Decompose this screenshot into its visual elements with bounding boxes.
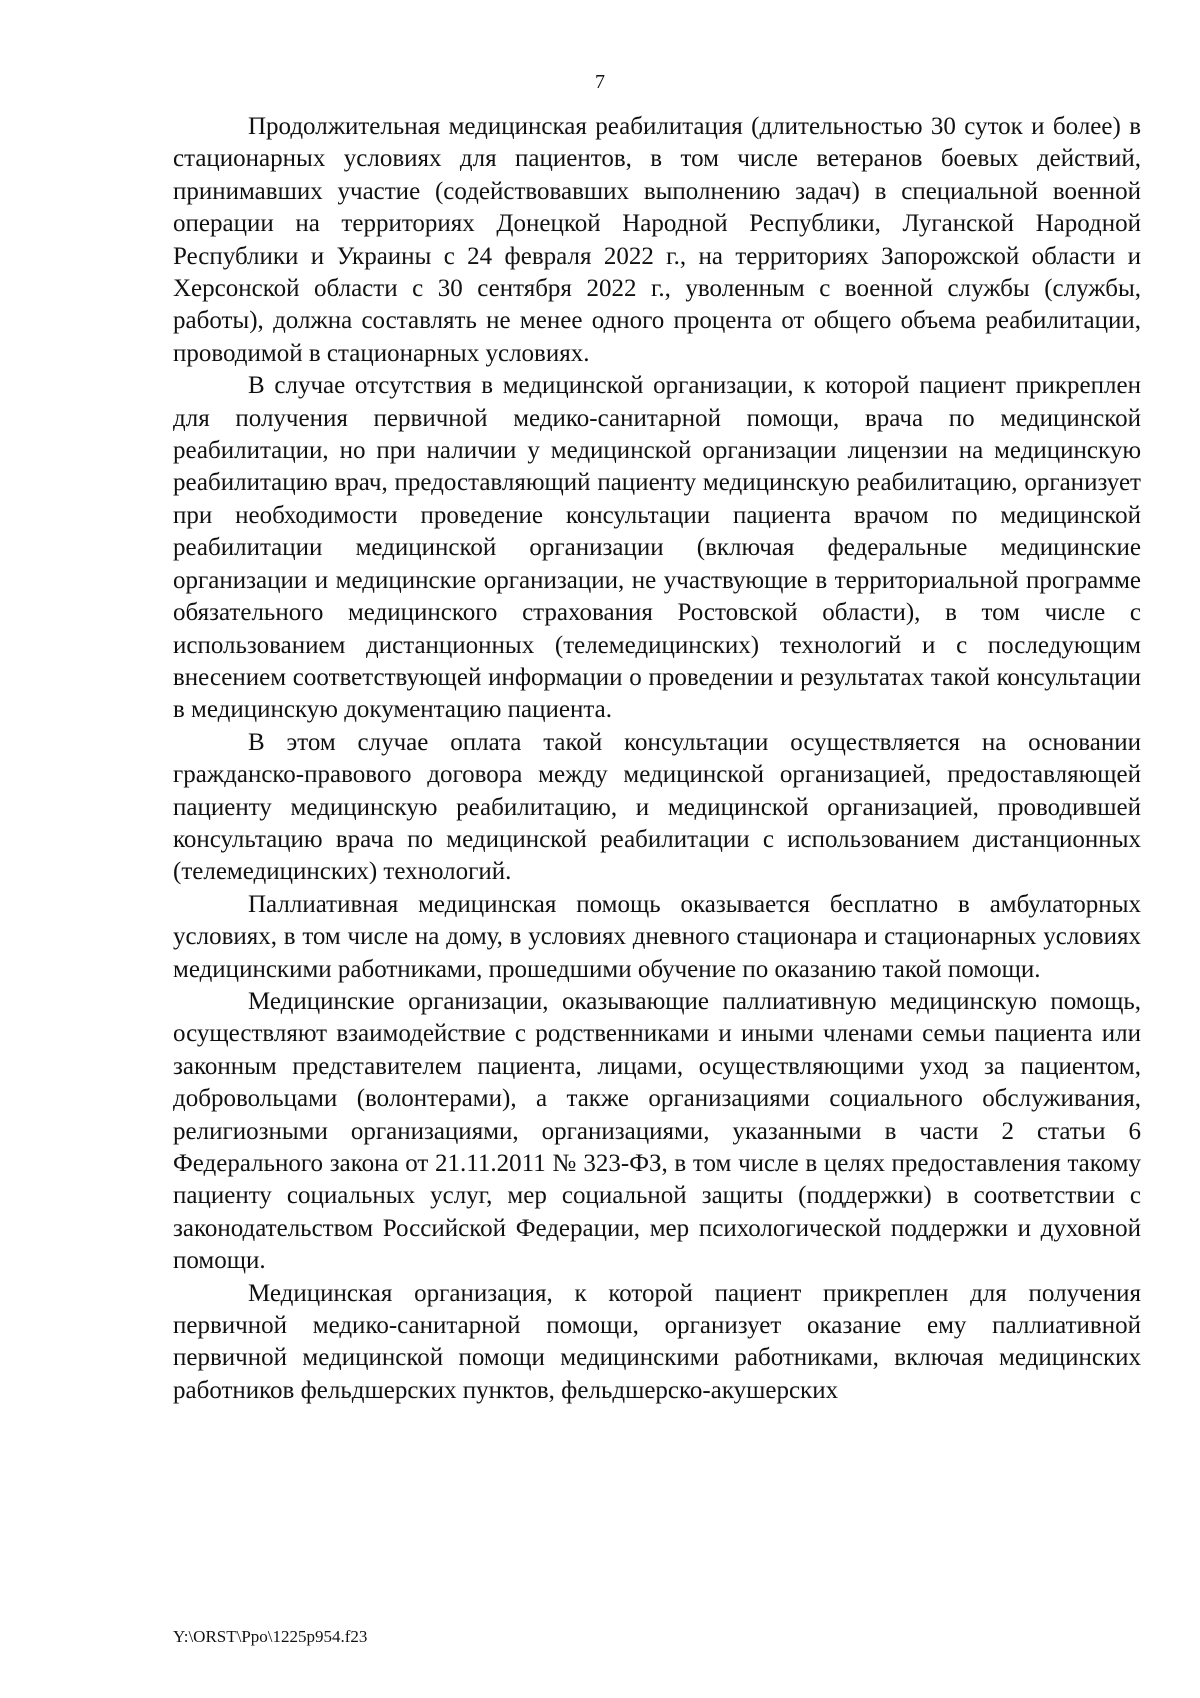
document-body [173, 111, 1141, 1407]
paragraph-primary-palliative: Медицинская организация, к которой пациент прикреплен для получения первичной медико-санитарной помощи, организует оказание ему паллиативной первичной медицинской помощи медицинскими работниками, включая медицинских работников фельдшерских пунктов, фельдшерско-акушерских [173, 1279, 1141, 1404]
footer-file-path: Y:\ORST\Ppo\1225p954.f23 [173, 1627, 368, 1646]
paragraph-rehabilitation-consultation: В случае отсутствия в медицинской организации, к которой пациент прикреплен для получения первичной медико-санитарной помощи, врача по медицинской реабилитации, но при наличии у медицинской организации лицензии на медицинскую реабилитацию врач, предоставляющий пациенту медицинскую реабилитацию, организует при необходимости проведение консультации пациента врачом по медицинской реабилитации медицинской организации (включая федеральные медицинские организации и медицинские организации, не участвующие в территориальной программе обязательного медицинского страхования Ростовской области), в том числе с использованием дистанционных (телемедицинских) технологий и с последующим внесением соответствующей информации о проведении и результатах такой консультации в медицинскую документацию пациента. [173, 372, 1141, 724]
page-number: 7 [595, 71, 605, 93]
paragraph-rehabilitation-duration: Продолжительная медицинская реабилитация (длительностью 30 суток и более) в стационарных условиях для пациентов, в том числе ветеранов боевых действий, принимавших участие (содействовавших выполнению задач) в специальной военной операции на территориях Донецкой Народной Республики, Луганской Народной Республики и Украины с 24 февраля 2022 г., на территориях Запорожской области и Херсонской области с 30 сентября 2022 г., уволенным с военной службы (службы, работы), должна составлять не менее одного процента от общего объема реабилитации, проводимой в стационарных условиях. [173, 113, 1141, 367]
paragraph-consultation-payment: В этом случае оплата такой консультации осуществляется на основании гражданско-правового договора между медицинской организацией, предоставляющей пациенту медицинскую реабилитацию, и медицинской организацией, проводившей консультацию врача по медицинской реабилитации с использованием дистанционных (телемедицинских) технологий. [173, 728, 1141, 886]
paragraph-palliative-organizations: Медицинские организации, оказывающие паллиативную медицинскую помощь, осуществляют взаимодействие с родственниками и иными членами семьи пациента или законным представителем пациента, лицами, осуществляющими уход за пациентом, добровольцами (волонтерами), а также организациями социального обслуживания, религиозными организациями, организациями, указанными в части 2 статьи 6 Федерального закона от 21.11.2011 № 323-ФЗ, в том числе в целях предоставления такому пациенту социальных услуг, мер социальной защиты (поддержки) в соответствии с законодательством Российской Федерации, мер психологической поддержки и духовной помощи. [173, 987, 1141, 1275]
paragraph-palliative-care: Паллиативная медицинская помощь оказывается бесплатно в амбулаторных условиях, в том числе на дому, в условиях дневного стационара и стационарных условиях медицинскими работниками, прошедшими обучение по оказанию такой помощи. [173, 890, 1141, 983]
